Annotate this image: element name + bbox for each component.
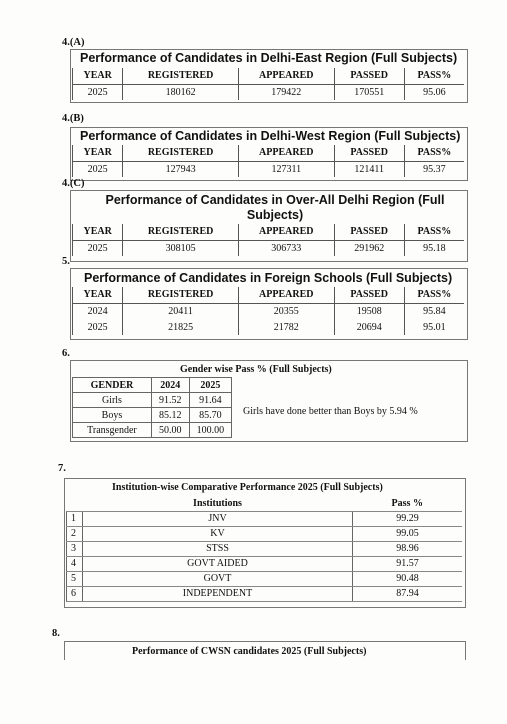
cell-year: 2025 [73,84,123,100]
cell-institution: GOVT AIDED [83,556,353,571]
cell-pass-pct: 95.84 [404,303,464,319]
col-institutions: Institutions [83,496,353,511]
cell-passed: 121411 [334,161,404,177]
section-5-title: Performance of Candidates in Foreign Schools (Full Subjects) [84,271,453,285]
table-row [67,526,463,541]
cell-institution: JNV [83,511,353,526]
cell-registered: 21825 [123,319,239,335]
col-appeared: APPEARED [238,68,334,84]
gender-table [72,377,232,438]
col-year: YEAR [73,68,123,84]
section-7-label: 7. [58,463,66,474]
cell-year: 2025 [73,240,123,256]
table-row [67,571,463,586]
col-pass-pct: Pass % [353,496,463,511]
section-4c-label: 4.(C) [62,178,85,189]
gender-note: Girls have done better than Boys by 5.94 % [243,406,418,417]
cell-institution: GOVT [83,571,353,586]
col-pass-pct: PASS% [404,224,464,240]
table-row [73,423,232,438]
cell-institution: KV [83,526,353,541]
cell-2024: 50.00 [151,423,189,438]
col-pass-pct: PASS% [404,287,464,303]
cell-2025: 91.64 [189,393,231,408]
cell-institution: STSS [83,541,353,556]
section-4c-title: Performance of Candidates in Over-All Delhi Region (Full Subjects) [105,193,445,222]
col-2024: 2024 [151,378,189,393]
cell-pass-pct: 95.37 [404,161,464,177]
cell-pass-pct: 95.18 [404,240,464,256]
col-pass-pct: PASS% [404,68,464,84]
col-2025: 2025 [189,378,231,393]
section-4a-title: Performance of Candidates in Delhi-East Region (Full Subjects) [80,51,458,65]
section-6-label: 6. [62,348,70,359]
col-serial [67,496,83,511]
cell-passed: 20694 [334,319,404,335]
cell-2024: 91.52 [151,393,189,408]
section-4b-table [72,145,464,177]
cell-serial: 5 [67,571,83,586]
col-passed: PASSED [334,68,404,84]
cell-2025: 100.00 [189,423,231,438]
cell-appeared: 21782 [238,319,334,335]
cell-serial: 4 [67,556,83,571]
col-registered: REGISTERED [123,68,239,84]
cell-pass-pct: 99.29 [353,511,463,526]
cell-serial: 2 [67,526,83,541]
cell-serial: 6 [67,586,83,601]
cell-registered: 20411 [123,303,239,319]
table-row [67,511,463,526]
col-registered: REGISTERED [123,224,239,240]
table-row [73,393,232,408]
col-passed: PASSED [334,224,404,240]
section-4c-table [72,224,464,256]
col-pass-pct: PASS% [404,145,464,161]
section-5-label: 5. [62,256,70,267]
institution-table [66,496,462,602]
cell-year: 2024 [73,303,123,319]
col-year: YEAR [73,287,123,303]
cell-appeared: 20355 [238,303,334,319]
section-5-table [72,287,464,335]
cell-serial: 3 [67,541,83,556]
cell-pass-pct: 95.01 [404,319,464,335]
section-6-title: Gender wise Pass % (Full Subjects) [180,364,332,375]
col-year: YEAR [73,145,123,161]
table-row [67,586,463,601]
col-registered: REGISTERED [123,145,239,161]
section-4a-table [72,68,464,100]
cell-pass-pct: 91.57 [353,556,463,571]
cell-2024: 85.12 [151,408,189,423]
col-appeared: APPEARED [238,287,334,303]
table-row [73,84,465,100]
table-row [73,319,465,335]
table-row [73,408,232,423]
col-appeared: APPEARED [238,145,334,161]
cell-passed: 19508 [334,303,404,319]
cell-pass-pct: 90.48 [353,571,463,586]
col-appeared: APPEARED [238,224,334,240]
section-4b-title: Performance of Candidates in Delhi-West Region (Full Subjects) [80,129,461,143]
cell-appeared: 306733 [238,240,334,256]
table-row [73,303,465,319]
section-4b-label: 4.(B) [62,113,84,124]
col-gender: GENDER [73,378,152,393]
section-8-label: 8. [52,628,60,639]
cell-serial: 1 [67,511,83,526]
col-registered: REGISTERED [123,287,239,303]
cell-institution: INDEPENDENT [83,586,353,601]
table-row [67,541,463,556]
cell-2025: 85.70 [189,408,231,423]
cell-gender: Boys [73,408,152,423]
cell-passed: 291962 [334,240,404,256]
cell-passed: 170551 [334,84,404,100]
cell-pass-pct: 98.96 [353,541,463,556]
cell-registered: 127943 [123,161,239,177]
section-8-title: Performance of CWSN candidates 2025 (Full Subjects) [132,646,367,657]
col-passed: PASSED [334,287,404,303]
section-7-title: Institution-wise Comparative Performance 2025 (Full Subjects) [112,482,383,493]
cell-registered: 180162 [123,84,239,100]
cell-registered: 308105 [123,240,239,256]
col-year: YEAR [73,224,123,240]
table-row [73,240,465,256]
cell-gender: Girls [73,393,152,408]
cell-year: 2025 [73,161,123,177]
table-row [67,556,463,571]
section-4a-label: 4.(A) [62,37,85,48]
cell-pass-pct: 95.06 [404,84,464,100]
cell-pass-pct: 87.94 [353,586,463,601]
cell-year: 2025 [73,319,123,335]
cell-gender: Transgender [73,423,152,438]
table-row [73,161,465,177]
cell-pass-pct: 99.05 [353,526,463,541]
cell-appeared: 127311 [238,161,334,177]
cell-appeared: 179422 [238,84,334,100]
col-passed: PASSED [334,145,404,161]
